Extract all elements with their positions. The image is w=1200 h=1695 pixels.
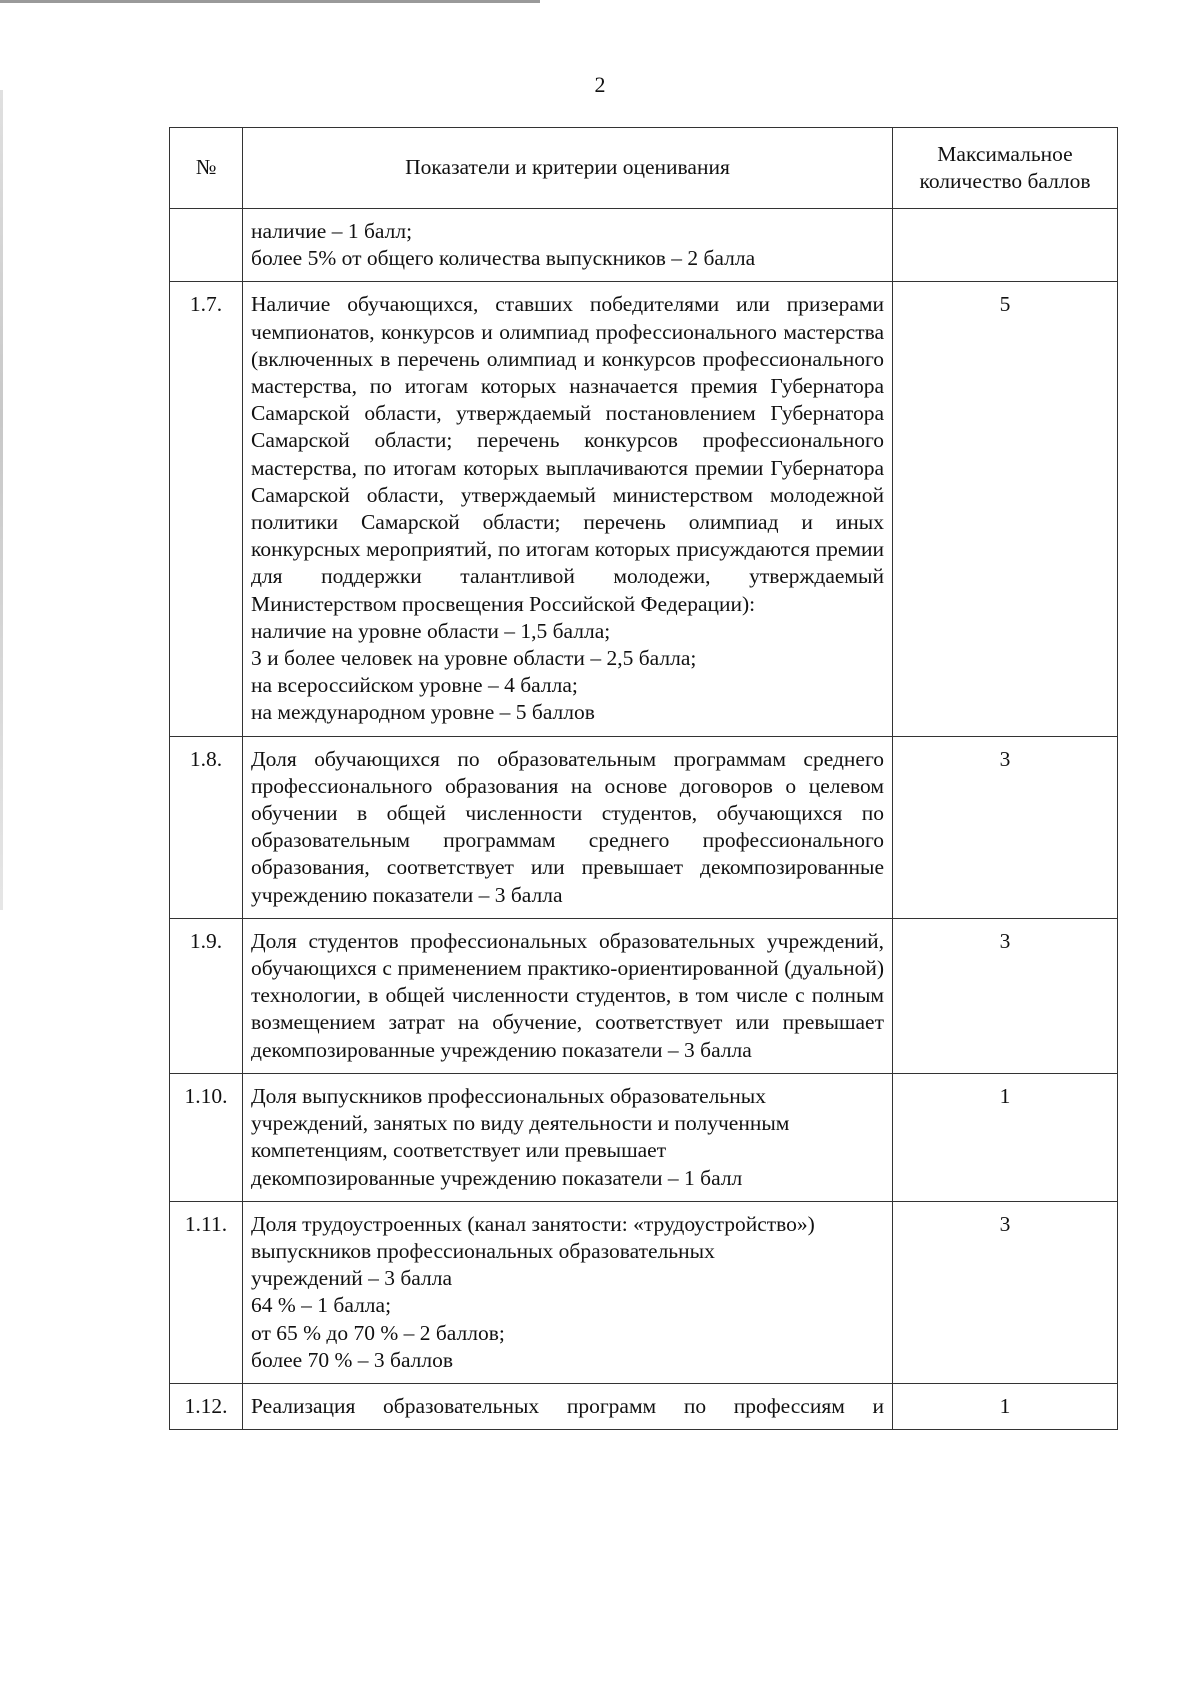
scan-shadow xyxy=(0,90,3,910)
row-criteria xyxy=(243,1201,893,1383)
row-criteria xyxy=(243,282,893,736)
row-max-points: 1 xyxy=(893,1073,1118,1201)
table-row xyxy=(170,736,1118,918)
criteria-line: Доля трудоустроенных (канал занятости: «трудоустройство») xyxy=(251,1211,815,1236)
header-number: № xyxy=(170,128,243,209)
row-criteria xyxy=(243,209,893,282)
page-number: 2 xyxy=(594,72,606,97)
row-number: 1.8. xyxy=(170,736,243,918)
table-row xyxy=(170,918,1118,1073)
criteria-line: учреждений, занятых по виду деятельности и полученным xyxy=(251,1111,790,1136)
criteria-line: более 5% от общего количества выпускников – 2 балла xyxy=(251,246,756,271)
table-header-row xyxy=(170,128,1118,209)
row-number: 1.12. xyxy=(170,1383,243,1429)
row-max-points: 3 xyxy=(893,918,1118,1073)
criteria-table xyxy=(169,127,1118,1430)
criteria-text: Доля студентов профессиональных образовательных учреждений, обучающихся с применением практико-ориентированной (дуальной) технологии, в общей численности студентов, в том числе с полным возмещением затрат на обучение, соответствует или превышает декомпозированные учреждению показатели – 3 балла xyxy=(251,928,884,1062)
criteria-text: Наличие обучающихся, ставших победителями или призерами чемпионатов, конкурсов и олимпиад профессионального мастерства (включенных в перечень олимпиад и конкурсов профессионального мастерства, по итогам которых назначается премия Губернатора Самарской области, утверждаемый постановлением Губернатора Самарской области; перечень конкурсов профессионального мастерства, по итогам которых выплачиваются премии Губернатора Самарской области, утверждаемый министерством молодежной политики Самарской области; перечень олимпиад и иных конкурсных мероприятий, по итогам которых присуждаются премии для поддержки талантливой молодежи, утверждаемый Министерством просвещения Российской Федерации): xyxy=(251,292,884,616)
row-criteria xyxy=(243,918,893,1073)
header-max-points: Максимальное количество баллов xyxy=(893,128,1118,209)
criteria-text: Реализация образовательных программ по профессиям и xyxy=(251,1393,884,1418)
row-max-points: 1 xyxy=(893,1383,1118,1429)
row-criteria xyxy=(243,1073,893,1201)
row-max-points: 3 xyxy=(893,1201,1118,1383)
row-number: 1.7. xyxy=(170,282,243,736)
table-row xyxy=(170,1201,1118,1383)
row-number: 1.10. xyxy=(170,1073,243,1201)
criteria-line: Доля выпускников профессиональных образовательных xyxy=(251,1083,766,1108)
table-row xyxy=(170,1073,1118,1201)
criteria-line: 3 и более человек на уровне области – 2,5 балла; xyxy=(251,646,697,671)
row-criteria xyxy=(243,1383,893,1429)
criteria-line: наличие – 1 балл; xyxy=(251,219,413,243)
criteria-line: компетенциям, соответствует или превышает xyxy=(251,1138,667,1163)
criteria-line: на всероссийском уровне – 4 балла; xyxy=(251,673,578,698)
criteria-line: от 65 % до 70 % – 2 баллов; xyxy=(251,1320,505,1345)
table-row xyxy=(170,1383,1118,1429)
row-max-points: 5 xyxy=(893,282,1118,736)
scan-edge xyxy=(0,0,540,3)
criteria-line: декомпозированные учреждению показатели – 1 балл xyxy=(251,1165,743,1190)
row-criteria xyxy=(243,736,893,918)
criteria-line: 64 % – 1 балла; xyxy=(251,1293,392,1318)
header-criteria: Показатели и критерии оценивания xyxy=(243,128,893,209)
criteria-line: учреждений – 3 балла xyxy=(251,1266,453,1291)
row-number xyxy=(170,209,243,282)
criteria-line: на международном уровне – 5 баллов xyxy=(251,700,595,725)
criteria-line: наличие на уровне области – 1,5 балла; xyxy=(251,618,611,643)
criteria-text: Доля обучающихся по образовательным программам среднего профессионального образования на основе договоров о целевом обучении в общей численности студентов, обучающихся по образовательным программам среднего профессионального образования, соответствует или превышает декомпозированные учреждению показатели – 3 балла xyxy=(251,746,884,907)
row-max-points: 3 xyxy=(893,736,1118,918)
row-number: 1.9. xyxy=(170,918,243,1073)
table-row xyxy=(170,282,1118,736)
criteria-line: выпускников профессиональных образовательных xyxy=(251,1238,715,1263)
row-number: 1.11. xyxy=(170,1201,243,1383)
row-max-points xyxy=(893,209,1118,282)
table-row xyxy=(170,209,1118,282)
criteria-line: более 70 % – 3 баллов xyxy=(251,1347,454,1372)
